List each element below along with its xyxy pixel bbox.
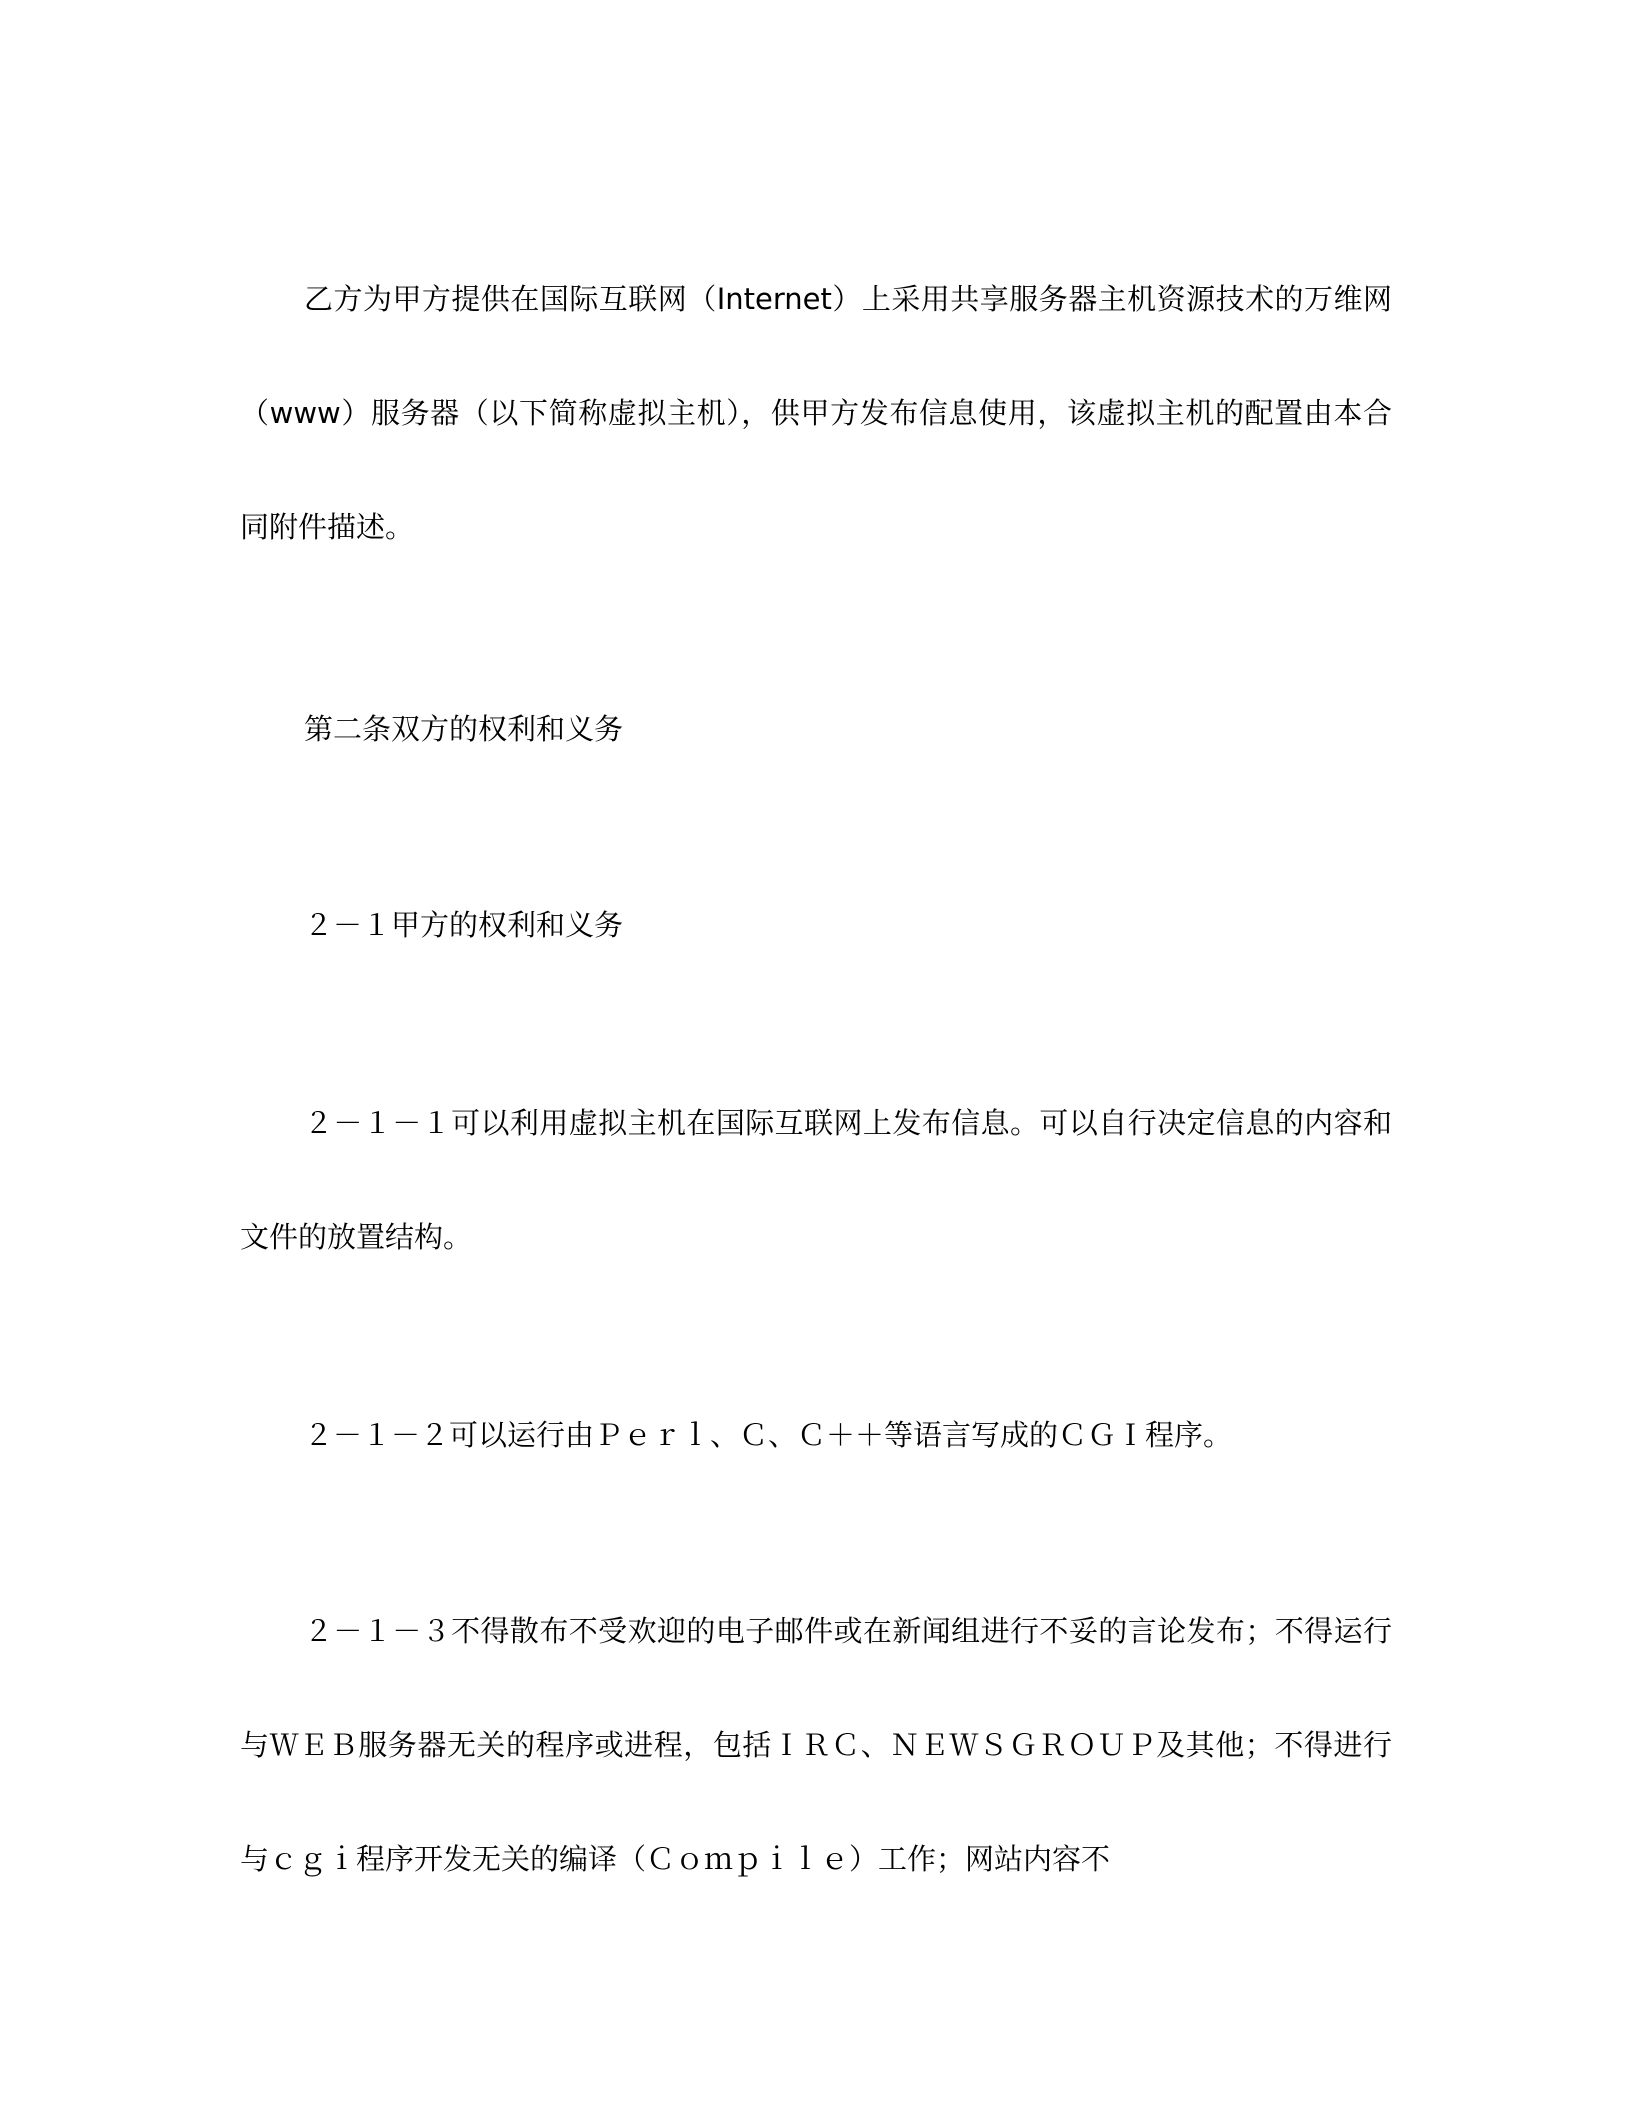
paragraph-service-description: 乙方为甲方提供在国际互联网（Internet）上采用共享服务器主机资源技术的万维网（www）服务器（以下简称虚拟主机），供甲方发布信息使用，该虚拟主机的配置由本合同附件描述。: [240, 282, 1392, 544]
clause-2-1-3: ２－１－３不得散布不受欢迎的电子邮件或在新闻组进行不妥的言论发布；不得运行与ＷＥＢ服务器无关的程序或进程，包括ＩＲＣ、ＮＥＷＳＧＲＯＵＰ及其他；不得进行与ｃｇｉ程序开发无关的编译（Ｃｏｍｐｉｌｅ）工作；网站内容不: [240, 1614, 1392, 1876]
section-heading-rights-obligations: 第二条双方的权利和义务: [304, 712, 624, 746]
clause-2-1-1: ２－１－１可以利用虚拟主机在国际互联网上发布信息。可以自行决定信息的内容和文件的放置结构。: [240, 1106, 1392, 1254]
clause-2-1-2: ２－１－２可以运行由Ｐｅｒｌ、Ｃ、Ｃ＋＋等语言写成的ＣＧＩ程序。: [304, 1418, 1233, 1452]
subsection-heading-party-a: ２－１甲方的权利和义务: [304, 908, 624, 942]
